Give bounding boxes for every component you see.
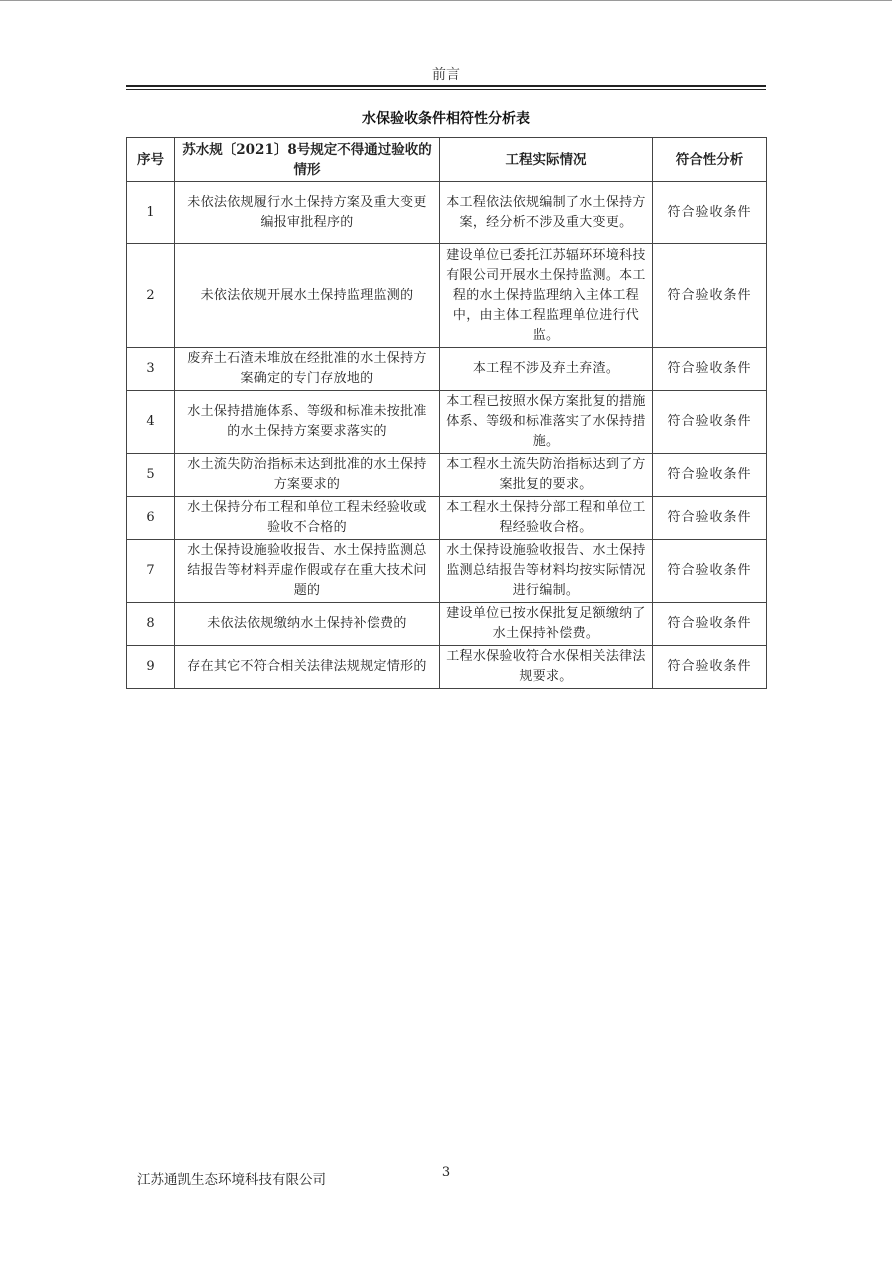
- row-result: 符合验收条件: [653, 182, 767, 244]
- header-cell-prohibited-case: 苏水规〔2021〕8号规定不得通过验收的情形: [175, 138, 440, 182]
- row-result: 符合验收条件: [653, 497, 767, 540]
- row-case: 未依法依规缴纳水土保持补偿费的: [175, 603, 440, 646]
- row-case: 水土保持设施验收报告、水土保持监测总结报告等材料弄虚作假或存在重大技术问题的: [175, 540, 440, 603]
- row-number: 4: [127, 391, 175, 454]
- row-case: 水土保持分布工程和单位工程未经验收或验收不合格的: [175, 497, 440, 540]
- row-actual: 本工程已按照水保方案批复的措施体系、等级和标准落实了水保持措施。: [440, 391, 653, 454]
- page-number: 3: [441, 1165, 451, 1180]
- row-result: 符合验收条件: [653, 603, 767, 646]
- page-top-border: [0, 0, 892, 1]
- table-row: [127, 646, 767, 689]
- table-row: [127, 348, 767, 391]
- table-row: [127, 244, 767, 348]
- row-result: 符合验收条件: [653, 391, 767, 454]
- row-number: 3: [127, 348, 175, 391]
- row-actual: 工程水保验收符合水保相关法律法规要求。: [440, 646, 653, 689]
- row-actual: 建设单位已按水保批复足额缴纳了水土保持补偿费。: [440, 603, 653, 646]
- table-row: [127, 497, 767, 540]
- header-cell-actual-situation: 工程实际情况: [440, 138, 653, 182]
- row-actual: 本工程依法依规编制了水土保持方案，经分析不涉及重大变更。: [440, 182, 653, 244]
- row-case: 存在其它不符合相关法律法规规定情形的: [175, 646, 440, 689]
- row-result: 符合验收条件: [653, 454, 767, 497]
- row-number: 7: [127, 540, 175, 603]
- row-actual: 本工程水土流失防治指标达到了方案批复的要求。: [440, 454, 653, 497]
- row-case: 未依法依规履行水土保持方案及重大变更编报审批程序的: [175, 182, 440, 244]
- row-result: 符合验收条件: [653, 646, 767, 689]
- conformity-analysis-table: [126, 137, 767, 689]
- row-actual: 本工程水土保持分部工程和单位工程经验收合格。: [440, 497, 653, 540]
- table-row: [127, 454, 767, 497]
- table-row: [127, 540, 767, 603]
- row-actual: 水土保持设施验收报告、水土保持监测总结报告等材料均按实际情况进行编制。: [440, 540, 653, 603]
- header-rule-thick: [126, 85, 766, 87]
- row-number: 1: [127, 182, 175, 244]
- table-row: [127, 391, 767, 454]
- footer-company-name: 江苏通凯生态环境科技有限公司: [137, 1172, 326, 1188]
- row-result: 符合验收条件: [653, 540, 767, 603]
- row-number: 6: [127, 497, 175, 540]
- header-cell-number: 序号: [127, 138, 175, 182]
- row-case: 未依法依规开展水土保持监理监测的: [175, 244, 440, 348]
- row-result: 符合验收条件: [653, 244, 767, 348]
- table-title: 水保验收条件相符性分析表: [362, 111, 530, 127]
- row-number: 8: [127, 603, 175, 646]
- row-number: 5: [127, 454, 175, 497]
- row-case: 废弃土石渣未堆放在经批准的水土保持方案确定的专门存放地的: [175, 348, 440, 391]
- row-actual: 本工程不涉及弃土弃渣。: [440, 348, 653, 391]
- row-number: 2: [127, 244, 175, 348]
- table-header-row: [127, 138, 767, 182]
- row-result: 符合验收条件: [653, 348, 767, 391]
- table-row: [127, 182, 767, 244]
- row-case: 水土保持措施体系、等级和标准未按批准的水土保持方案要求落实的: [175, 391, 440, 454]
- header-rule-thin: [126, 89, 766, 90]
- table-row: [127, 603, 767, 646]
- row-number: 9: [127, 646, 175, 689]
- row-case: 水土流失防治指标未达到批准的水土保持方案要求的: [175, 454, 440, 497]
- running-header-title: 前言: [432, 67, 460, 83]
- row-actual: 建设单位已委托江苏辐环环境科技有限公司开展水土保持监测。本工程的水土保持监理纳入主体工程中，由主体工程监理单位进行代监。: [440, 244, 653, 348]
- header-cell-conformity: 符合性分析: [653, 138, 767, 182]
